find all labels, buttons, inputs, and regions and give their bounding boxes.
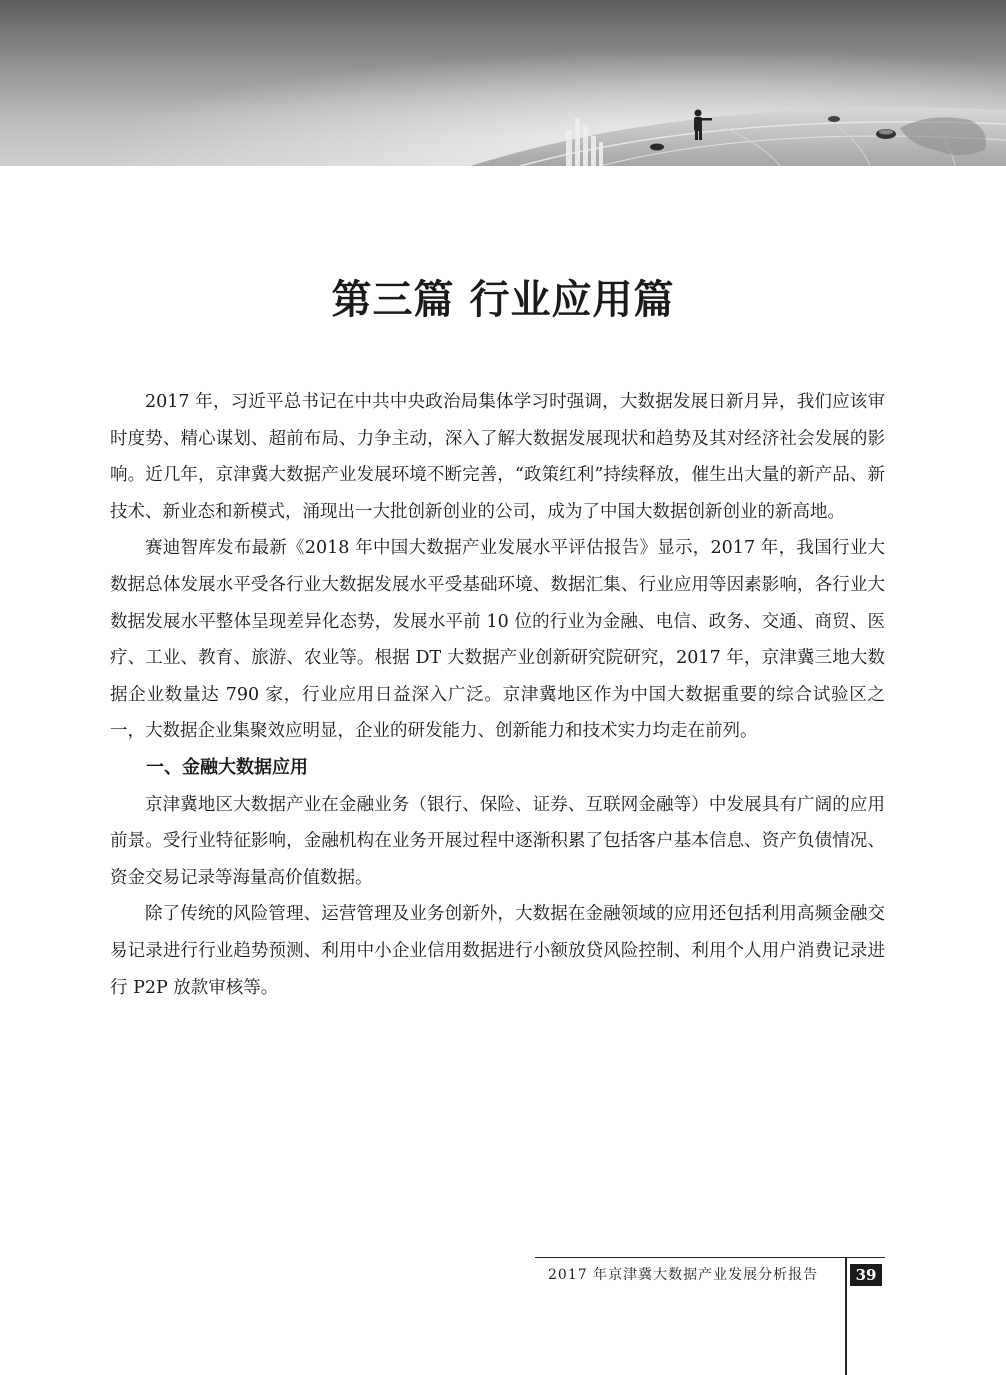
body-content <box>110 384 885 1006</box>
section-heading-finance: 一、金融大数据应用 <box>146 756 308 778</box>
footer-rule <box>535 1257 885 1258</box>
globe-businessman-illustration-icon <box>0 0 1006 166</box>
intro-paragraph-1: 2017 年，习近平总书记在中共中央政治局集体学习时强调，大数据发展日新月异，我们应该审时度势、精心谋划、超前布局、力争主动，深入了解大数据发展现状和趋势及其对经济社会发展的影响。近几年，京津冀大数据产业发展环境不断完善，“政策红利”持续释放，催生出大量的新产品、新技术、新业态和新模式，涌现出一大批创新创业的公司，成为了中国大数据创新创业的新高地。 <box>110 392 885 522</box>
running-footer-title: 2017 年京津冀大数据产业发展分析报告 <box>548 1267 819 1283</box>
finance-paragraph-1: 京津冀地区大数据产业在金融业务（银行、保险、证券、互联网金融等）中发展具有广阔的应用前景。受行业特征影响，金融机构在业务开展过程中逐渐积累了包括客户基本信息、资产负债情况、资金交易记录等海量高价值数据。 <box>110 794 885 888</box>
chapter-title: 第三篇 行业应用篇 <box>331 276 675 323</box>
page-number: 39 <box>850 1264 882 1286</box>
header-banner <box>0 0 1006 166</box>
finance-paragraph-2: 除了传统的风险管理、运营管理及业务创新外，大数据在金融领域的应用还包括利用高频金融交易记录进行行业趋势预测、利用中小企业信用数据进行小额放贷风险控制、利用个人用户消费记录进行 P2P 放款审核等。 <box>110 904 885 998</box>
intro-paragraph-2: 赛迪智库发布最新《2018 年中国大数据产业发展水平评估报告》显示，2017 年，我国行业大数据总体发展水平受各行业大数据发展水平受基础环境、数据汇集、行业应用等因素影响，各行业大数据发展水平整体呈现差异化态势，发展水平前 10 位的行业为金融、电信、政务、交通、商贸、医疗、工业、教育、旅游、农业等。根据 DT 大数据产业创新研究院研究，2017 年，京津冀三地大数据企业数量达 790 家，行业应用日益深入广泛。京津冀地区作为中国大数据重要的综合试验区之一，大数据企业集聚效应明显，企业的研发能力、创新能力和技术实力均走在前列。 <box>110 538 885 742</box>
footer-vertical-rule <box>845 1257 847 1375</box>
